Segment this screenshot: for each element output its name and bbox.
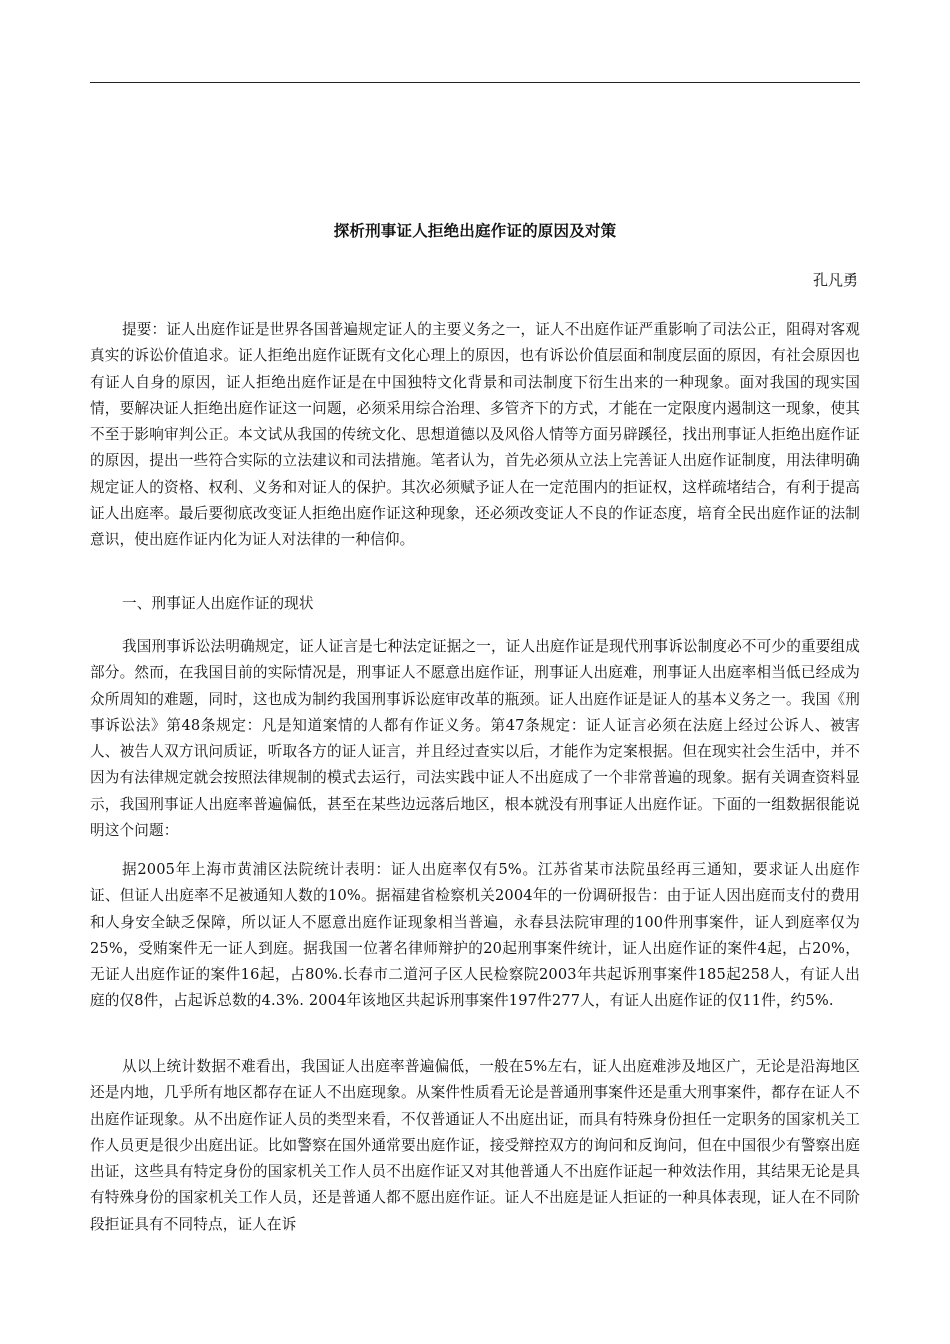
author-name: 孔凡勇 bbox=[812, 271, 858, 289]
header-rule bbox=[90, 82, 860, 83]
page-title: 探析刑事证人拒绝出庭作证的原因及对策 bbox=[333, 222, 617, 240]
abstract-paragraph: 提要：证人出庭作证是世界各国普遍规定证人的主要义务之一，证人不出庭作证严重影响了司法公正，阻碍对客观真实的诉讼价值追求。证人拒绝出庭作证既有文化心理上的原因，也有诉讼价值层面和制度层面的原因，有社会原因也有证人自身的原因，证人拒绝出庭作证是在中国独特文化背景和司法制度下衍生出来的一种现象。面对我国的现实国情，要解决证人拒绝出庭作证这一问题，必须采用综合治理、多管齐下的方式，才能在一定限度内遏制这一现象，使其不至于影响审判公正。本文试从我国的传统文化、思想道德以及风俗人情等方面另辟蹊径，找出刑事证人拒绝出庭作证的原因，提出一些符合实际的立法建议和司法措施。笔者认为，首先必须从立法上完善证人出庭作证制度，用法律明确规定证人的资格、权利、义务和对证人的保护。其次必须赋予证人在一定范围内的拒证权，这样疏堵结合，有利于提高证人出庭率。最后要彻底改变证人拒绝出庭作证这种现象，还必须改变证人不良的作证态度，培育全民出庭作证的法制意识，使出庭作证内化为证人对法律的一种信仰。 bbox=[90, 321, 860, 549]
body-paragraph: 我国刑事诉讼法明确规定，证人证言是七种法定证据之一，证人出庭作证是现代刑事诉讼制度必不可少的重要组成部分。然而，在我国目前的实际情况是，刑事证人不愿意出庭作证，刑事证人出庭难，刑事证人出庭率相当低已经成为众所周知的难题，同时，这也成为制约我国刑事诉讼庭审改革的瓶颈。证人出庭作证是证人的基本义务之一。我国《刑事诉讼法》第48条规定：凡是知道案情的人都有作证义务。第47条规定：证人证言必须在法庭上经过公诉人、被害人、被告人双方讯问质证，听取各方的证人证言，并且经过查实以后，才能作为定案根据。但在现实社会生活中，并不因为有法律规定就会按照法律规制的模式去运行，司法实践中证人不出庭成了一个非常普遍的现象。据有关调查资料显示，我国刑事证人出庭率普遍偏低，甚至在某些边远落后地区，根本就没有刑事证人出庭作证。下面的一组数据很能说明这个问题： bbox=[90, 638, 860, 840]
section-heading: 一、刑事证人出庭作证的现状 bbox=[122, 595, 314, 612]
analysis-paragraph: 从以上统计数据不难看出，我国证人出庭率普遍偏低，一般在5%左右，证人出庭难涉及地区广，无论是沿海地区还是内地，几乎所有地区都存在证人不出庭现象。从案件性质看无论是普通刑事案件还是重大刑事案件，都存在证人不出庭作证现象。从不出庭作证人员的类型来看，不仅普通证人不出庭出证，而具有特殊身份担任一定职务的国家机关工作人员更是很少出庭出证。比如警察在国外通常要出庭作证，接受辩控双方的询问和反询问，但在中国很少有警察出庭出证，这些具有特定身份的国家机关工作人员不出庭作证又对其他普通人不出庭作证起一种效法作用，其结果无论是具有特殊身份的国家机关工作人员，还是普通人都不愿出庭作证。证人不出庭是证人拒证的一种具体表现，证人在不同阶段拒证具有不同特点，证人在诉 bbox=[90, 1058, 860, 1233]
statistics-paragraph: 据2005年上海市黄浦区法院统计表明：证人出庭率仅有5%。江苏省某市法院虽经再三通知，要求证人出庭作证、但证人出庭率不足被通知人数的10%。据福建省检察机关2004年的一份调研报告：由于证人因出庭而支付的费用和人身安全缺乏保障，所以证人不愿意出庭作证现象相当普遍，永春县法院审理的100件刑事案件，证人到庭率仅为25%，受贿案件无一证人到庭。据我国一位著名律师辩护的20起刑事案件统计，证人出庭作证的案件4起，占20%，无证人出庭作证的案件16起，占80%.长春市二道河子区人民检察院2003年共起诉刑事案件185起258人，有证人出庭的仅8件，占起诉总数的4.3%. 2004年该地区共起诉刑事案件197件277人，有证人出庭作证的仅11件，约5%. bbox=[90, 861, 860, 1010]
